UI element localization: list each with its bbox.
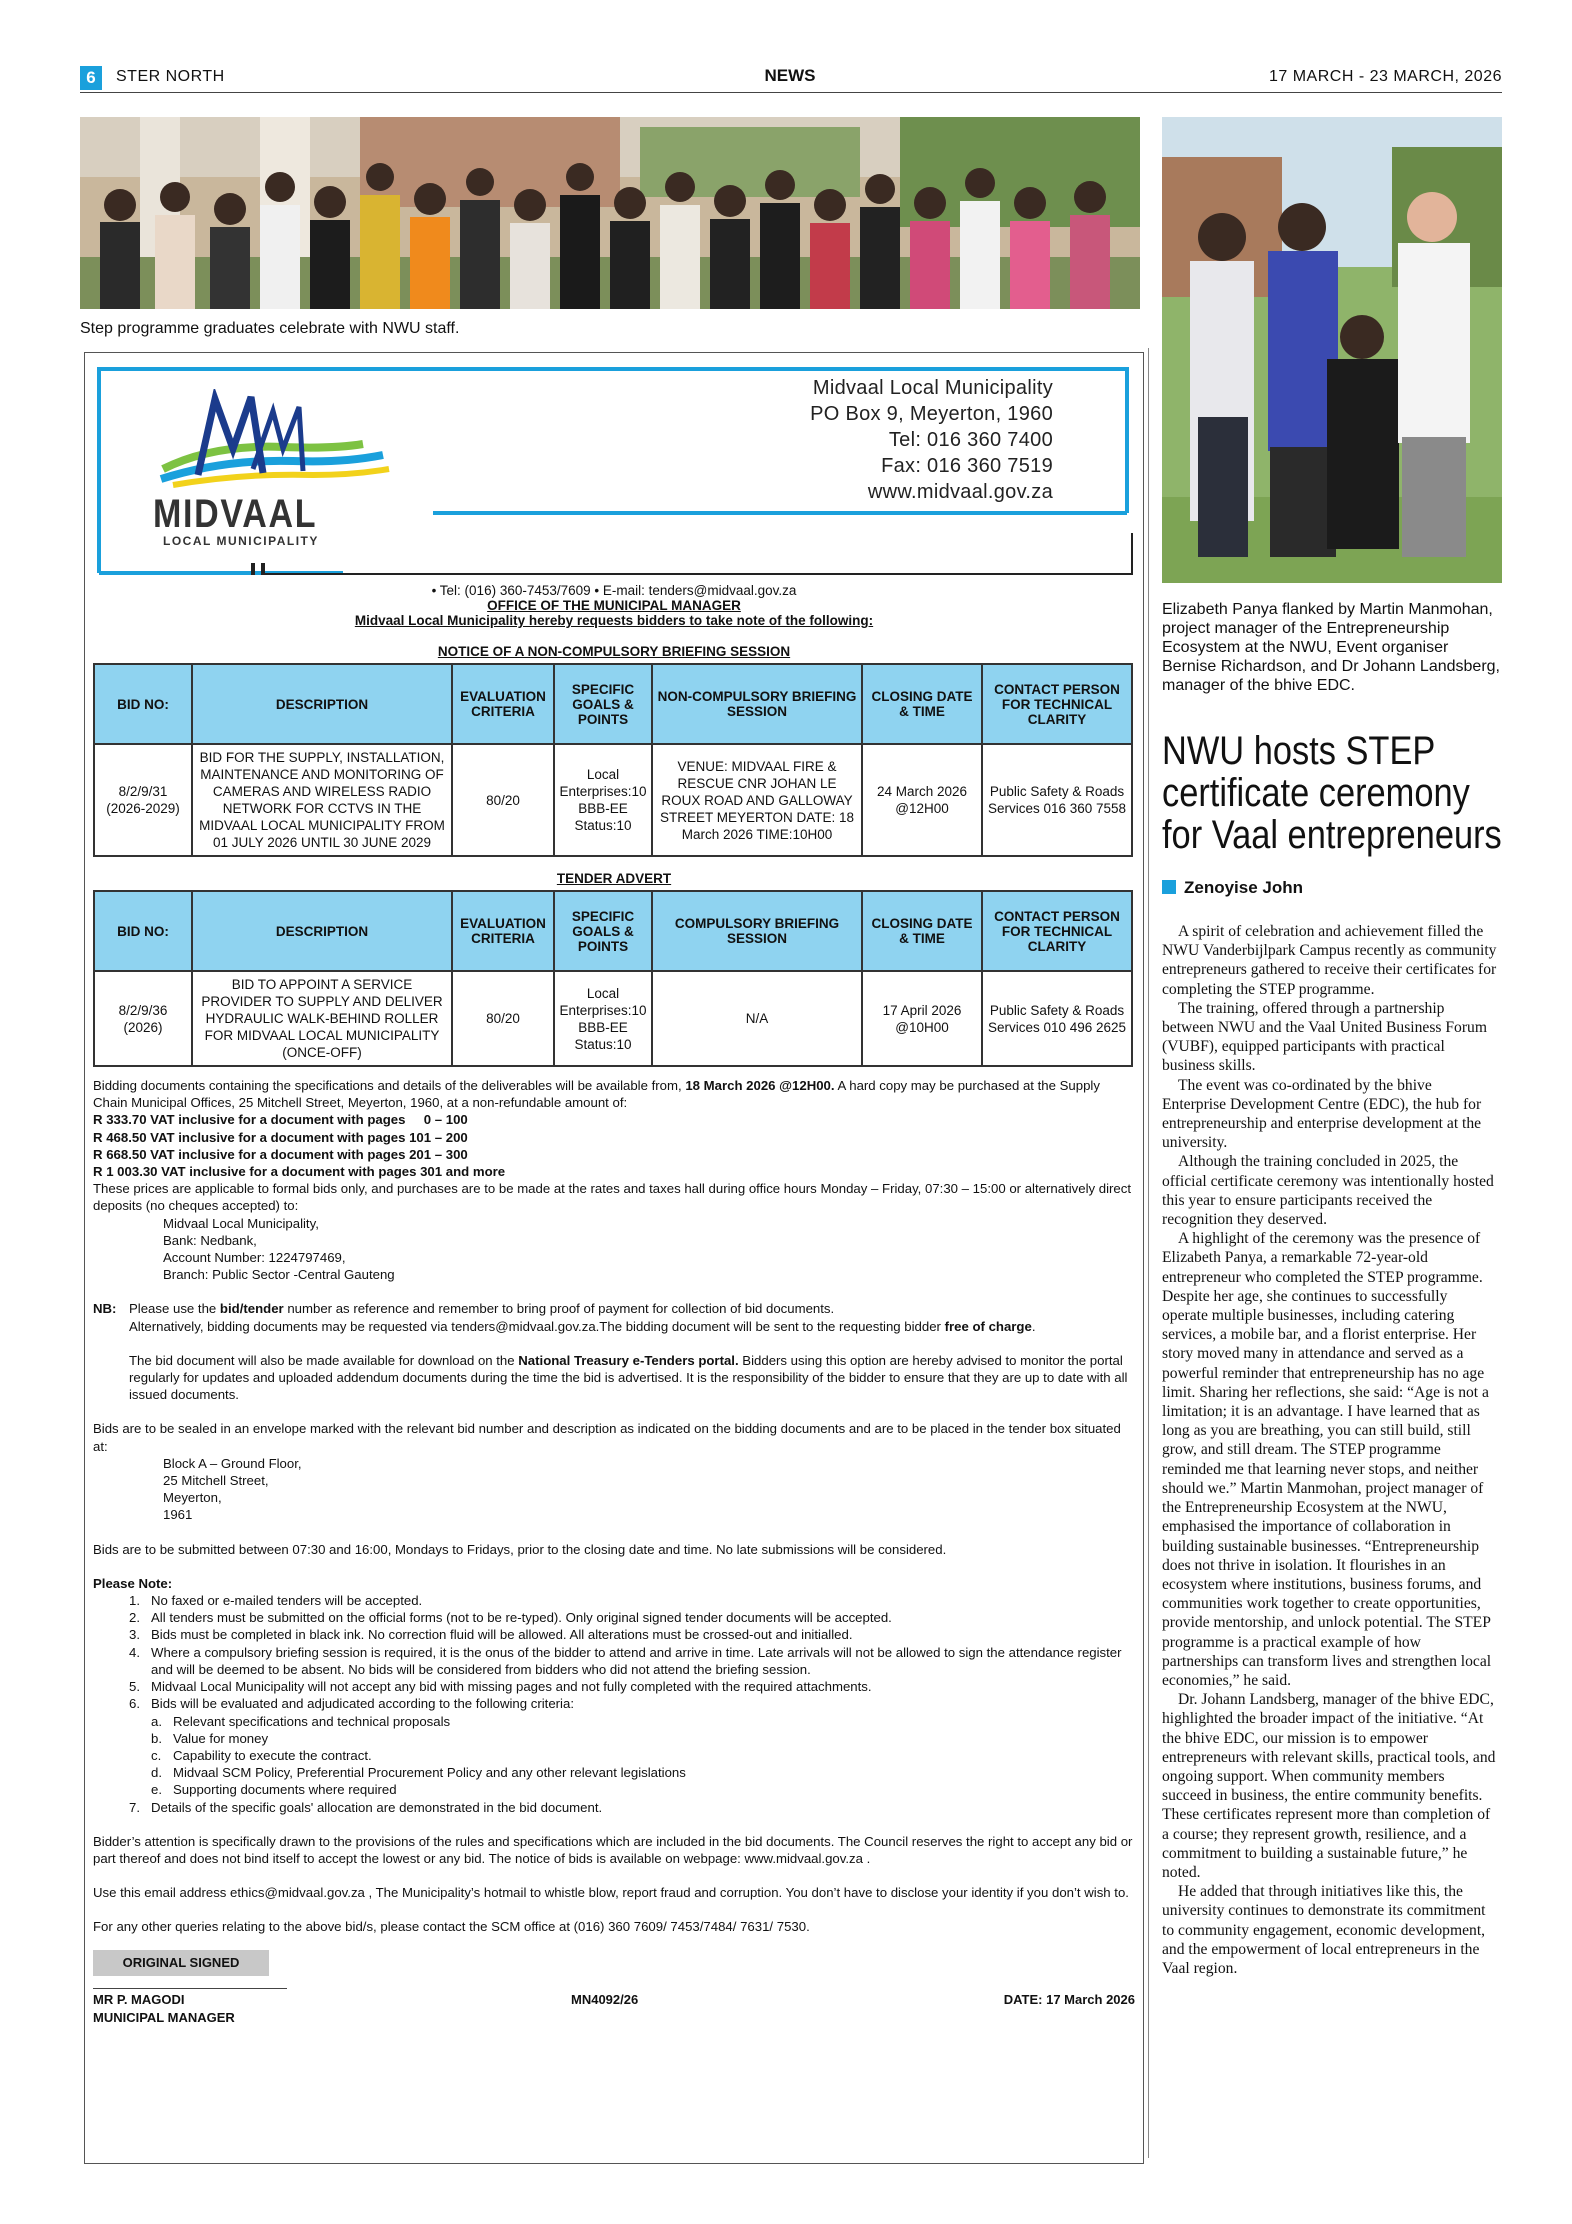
- table-cell: BID FOR THE SUPPLY, INSTALLATION, MAINTENANCE AND MONITORING OF CAMERAS AND WIRELESS RADIO NETWORK FOR CCTVS IN THE MIDVAAL LOCAL MUNICIPALITY FROM 01 JULY 2026 UNTIL 30 JUNE 2029: [192, 744, 452, 856]
- request-line: Midvaal Local Municipality hereby requests bidders to take note of the following:: [354, 613, 874, 628]
- nb-line: [129, 1300, 1135, 1317]
- table-header: CONTACT PERSON FOR TECHNICAL CLARITY: [982, 664, 1132, 744]
- list-item: [129, 1678, 1135, 1695]
- list-text: All tenders must be submitted on the official forms (not to be re-typed). Only original signed tender documents will be accepted.: [151, 1610, 892, 1626]
- nb-text: number as reference and remember to bring proof of payment for collection of bid documents.: [287, 1301, 835, 1317]
- table-cell: 8/2/9/36 (2026): [94, 971, 192, 1066]
- municipality-fax: Fax: 016 360 7519: [881, 455, 1053, 477]
- sealed-instructions: Bids are to be sealed in an envelope marked with the relevant bid number and description as indicated on the bidding documents and are to be placed in the tender box situated at:: [93, 1421, 1121, 1454]
- list-text: Supporting documents where required: [173, 1782, 397, 1798]
- municipality-po-box: PO Box 9, Meyerton, 1960: [810, 403, 1053, 425]
- midvaal-logo-mark: [153, 389, 393, 489]
- table-header: SPECIFIC GOALS & POINTS: [554, 664, 652, 744]
- signatory-title: MUNICIPAL MANAGER: [93, 2009, 235, 2025]
- list-number: 7.: [129, 1799, 140, 1815]
- documents-intro: [93, 1077, 1135, 1111]
- documents-available-date: 18 March 2026 @12H00.: [685, 1078, 835, 1093]
- article-paragraph: Dr. Johann Landsberg, manager of the bhive EDC, highlighted the broader impact of the initiative. “At the bhive EDC, our mission is to empower entrepreneurs with relevant skills, practical tools, and ongoing support. When community members succeed in business, the entire community benefits. These certificates represent more than completion of a course; they represent growth, resilience, and a commitment to building a sustainable future,” he noted.: [1162, 1691, 1496, 1881]
- table-cell: Local Enterprises:10 BBB-EE Status:10: [554, 744, 652, 856]
- nb-bold: free of charge: [944, 1318, 1032, 1334]
- table-row: [94, 744, 1132, 856]
- list-item: [151, 1730, 1135, 1747]
- queries-note: For any other queries relating to the above bid/s, please contact the SCM office at (016) 360 7609/ 7453/7484/ 7631/ 7530.: [93, 1919, 810, 1935]
- signature-rule: [93, 1988, 287, 1989]
- list-text: Midvaal SCM Policy, Preferential Procurement Policy and any other relevant legislations: [173, 1765, 686, 1781]
- section-title: NEWS: [764, 66, 816, 85]
- address-line: 1961: [163, 1507, 193, 1523]
- article-paragraph: Although the training concluded in 2025, the official certificate ceremony was intentionally hosted this year to ensure participants received the recognition they deserved.: [1162, 1153, 1494, 1229]
- list-text: Midvaal Local Municipality will not accept any bid with missing pages and not fully completed with the required attachments.: [151, 1679, 872, 1695]
- municipality-name: Midvaal Local Municipality: [812, 377, 1053, 399]
- logo-subtitle: LOCAL MUNICIPALITY: [163, 534, 319, 548]
- signature-date: DATE: 17 March 2026: [1003, 1991, 1135, 2007]
- list-item: [129, 1799, 1135, 1816]
- table-header: DESCRIPTION: [192, 664, 452, 744]
- signatory-name: MR P. MAGODI: [93, 1991, 185, 2007]
- list-text: Where a compulsory briefing session is required, it is the onus of the bidder to attend and arrive in time. Late arrivals will not be allowed to sign the attendance register and will be deemed to be absent. No bids will be considered from bidders who did not attend the briefing session.: [151, 1644, 1122, 1677]
- table-header: EVALUATION CRITERIA: [452, 891, 554, 971]
- ethics-note: Use this email address ethics@midvaal.gov.za , The Municipality’s hotmail to whistle blow, report fraud and corruption. You don’t have to disclose your identity if you don’t wish to.: [93, 1885, 1129, 1901]
- article-headline: NWU hosts STEP certificate ceremony for Vaal entrepreneurs: [1162, 729, 1502, 857]
- nb-line: [129, 1318, 1135, 1335]
- article-paragraph: A spirit of celebration and achievement filled the NWU Vanderbijlpark Campus recently as community entrepreneurs gathered to receive their certificates for completing the STEP programme.: [1162, 923, 1497, 998]
- list-letter: b.: [151, 1730, 162, 1746]
- side-photo: [1162, 117, 1502, 583]
- briefing-table: [93, 663, 1133, 857]
- documents-intro-text: Bidding documents containing the specifications and details of the deliverables will be available from,: [93, 1078, 682, 1093]
- nb-text: .: [1031, 1318, 1036, 1334]
- list-text: Capability to execute the contract.: [173, 1747, 372, 1763]
- list-letter: e.: [151, 1782, 162, 1798]
- article-paragraph: The event was co-ordinated by the bhive Enterprise Development Centre (EDC), the hub for entrepreneurship and enterprise development at the university.: [1162, 1076, 1482, 1152]
- advert-letterhead: [93, 363, 1133, 575]
- list-item: [151, 1781, 1135, 1798]
- address-line: Meyerton,: [163, 1490, 222, 1506]
- table-cell: BID TO APPOINT A SERVICE PROVIDER TO SUPPLY AND DELIVER HYDRAULIC WALK-BEHIND ROLLER FOR MIDVAAL LOCAL MUNICIPALITY (ONCE-OFF): [192, 971, 452, 1066]
- price-line: R 333.70 VAT inclusive for a document with pages 0 – 100: [93, 1112, 468, 1128]
- table-cell: 80/20: [452, 971, 554, 1066]
- bank-line: Midvaal Local Municipality,: [163, 1215, 319, 1231]
- list-item: [129, 1695, 1135, 1712]
- article-paragraph: The training, offered through a partnership between NWU and the Vaal United Business Forum (VUBF), equipped participants with practical business skills.: [1162, 999, 1487, 1075]
- municipality-web: www.midvaal.gov.za: [867, 481, 1053, 503]
- table-header: CLOSING DATE & TIME: [862, 664, 982, 744]
- list-item: [151, 1747, 1135, 1764]
- column-rule: [1148, 348, 1149, 2158]
- municipality-contact-block: [810, 375, 1053, 505]
- nb-text: Bidders using this option are hereby advised to monitor the portal regularly for updates and uploaded addendum documents during the time the bid is advertised. It is the responsibility of the bidder to ensure that they are up to date with all issued documents.: [129, 1352, 1128, 1403]
- table-header: SPECIFIC GOALS & POINTS: [554, 891, 652, 971]
- table-header: BID NO:: [94, 664, 192, 744]
- price-line: R 668.50 VAT inclusive for a document with pages 201 – 300: [93, 1146, 468, 1162]
- table-cell: VENUE: MIDVAAL FIRE & RESCUE CNR JOHAN LE ROUX ROAD AND GALLOWAY STREET MEYERTON DATE: 18 March 2026 TIME:10H00: [652, 744, 862, 856]
- office-title: OFFICE OF THE MUNICIPAL MANAGER: [487, 598, 741, 613]
- article-paragraph: He added that through initiatives like this, the university continues to demonstrate its commitment to community engagement, economic development, and the empowerment of local entrepreneurs in the Vaal region.: [1162, 1883, 1486, 1977]
- list-number: 4.: [129, 1644, 140, 1660]
- table-cell: 8/2/9/31 (2026-2029): [94, 744, 192, 856]
- list-item: [129, 1609, 1135, 1626]
- table-cell: Local Enterprises:10 BBB-EE Status:10: [554, 971, 652, 1066]
- table-cell: 80/20: [452, 744, 554, 856]
- list-item: [151, 1764, 1135, 1781]
- nb-label: NB:: [93, 1301, 117, 1317]
- nb-content: [129, 1300, 1135, 1403]
- advert-reference: MN4092/26: [571, 1991, 639, 2007]
- table-row: [94, 971, 1132, 1066]
- address-line: Block A – Ground Floor,: [163, 1455, 302, 1471]
- list-text: Bids will be evaluated and adjudicated according to the following criteria:: [151, 1696, 574, 1712]
- list-text: Value for money: [173, 1730, 269, 1746]
- table-cell: 24 March 2026 @12H00: [862, 744, 982, 856]
- original-signed-box: ORIGINAL SIGNED: [93, 1950, 269, 1976]
- bid-documents-info: [93, 1077, 1135, 1936]
- table-header: CONTACT PERSON FOR TECHNICAL CLARITY: [982, 891, 1132, 971]
- list-item: [129, 1644, 1135, 1678]
- table-header-row: [94, 664, 1132, 744]
- list-text: Details of the specific goals' allocation are demonstrated in the bid document.: [151, 1799, 603, 1815]
- price-line: R 468.50 VAT inclusive for a document with pages 101 – 200: [93, 1129, 468, 1145]
- nb-bold: National Treasury e-Tenders portal.: [518, 1352, 739, 1368]
- prices-note: These prices are applicable to formal bids only, and purchases are to be made at the rates and taxes hall during office hours Monday – Friday, 07:30 – 15:00 or alternatively direct deposits (no cheques accepted) to:: [93, 1181, 1132, 1214]
- nb-text: Alternatively, bidding documents may be requested via tenders@midvaal.gov.za.The bidding document will be sent to the requesting bidder: [129, 1318, 941, 1334]
- price-line: R 1 003.30 VAT inclusive for a document with pages 301 and more: [93, 1164, 506, 1180]
- please-note-title: Please Note:: [93, 1575, 173, 1591]
- advert-content: [93, 583, 1135, 2031]
- list-item: [151, 1713, 1135, 1730]
- article-paragraph: A highlight of the ceremony was the presence of Elizabeth Panya, a remarkable 72-year-old entrepreneur who completed the STEP programme. Despite her age, she continues to successfully operate multiple businesses, including catering services, a mobile bar, and a florist enterprise. Her story moved many in attendance and served as a powerful reminder that entrepreneurship has no age limit. Sharing her reflections, she said: “Age is not a limitation; it is an advantage. I have learned that as long as you are breathing, you can still build, still grow, and still dream. The STEP programme reminded me that learning never stops, and neither should we.” Martin Manmohan, project manager of the Entrepreneurship Ecosystem at the NWU, emphasised the importance of collaboration in building sustainable businesses. “Entrepreneurship does not thrive in isolation. It flourishes in an ecosystem where institutions, business forums, and communities work together to create opportunities, provide mentorship, and unlock potential. The STEP programme is a practical example of how partnerships can transform lives and strengthen local economies,” he said.: [1162, 1230, 1492, 1689]
- author-name: Zenoyise John: [1184, 878, 1304, 897]
- table-cell: 17 April 2026 @10H00: [862, 971, 982, 1066]
- list-letter: a.: [151, 1713, 162, 1729]
- contact-line: • Tel: (016) 360-7453/7609 • E-mail: tenders@midvaal.gov.za: [431, 583, 797, 598]
- list-number: 3.: [129, 1627, 140, 1643]
- list-text: Relevant specifications and technical proposals: [173, 1713, 451, 1729]
- list-letter: d.: [151, 1765, 162, 1781]
- list-number: 2.: [129, 1610, 140, 1626]
- list-letter: c.: [151, 1747, 162, 1763]
- logo-wordmark: MIDVAAL: [153, 492, 318, 536]
- municipality-tel: Tel: 016 360 7400: [888, 429, 1053, 451]
- table-header: EVALUATION CRITERIA: [452, 664, 554, 744]
- list-number: 1.: [129, 1593, 140, 1609]
- side-photo-caption: Elizabeth Panya flanked by Martin Manmohan, project manager of the Entrepreneurship Ecosystem at the NWU, Event organiser Bernise Richardson, and Dr Johann Landsberg, manager of the bhive EDC.: [1162, 601, 1500, 694]
- table-cell: Public Safety & Roads Services 016 360 7558: [982, 744, 1132, 856]
- issue-date: 17 MARCH - 23 MARCH, 2026: [1268, 68, 1502, 85]
- table-header-row: [94, 891, 1132, 971]
- nb-bold: bid/tender: [219, 1301, 284, 1317]
- tender-advert-title: TENDER ADVERT: [556, 871, 672, 886]
- table-header: NON-COMPULSORY BRIEFING SESSION: [652, 664, 862, 744]
- submission-hours: Bids are to be submitted between 07:30 and 16:00, Mondays to Fridays, prior to the closing date and time. No late submissions will be considered.: [93, 1541, 947, 1557]
- documents-intro-text-cont: A hard copy may be purchased at the Supply Chain Municipal Offices, 25 Mitchell Street, Meyerton, 1960, at a non-refundable amount of:: [93, 1078, 1100, 1111]
- midvaal-logo: [153, 389, 393, 548]
- nb-line: [129, 1352, 1135, 1404]
- publication-name: STER NORTH: [116, 68, 225, 85]
- nb-text: The bid document will also be made available for download on the: [129, 1352, 515, 1368]
- notice-title: NOTICE OF A NON-COMPULSORY BRIEFING SESSION: [437, 644, 791, 659]
- header-rule: [80, 92, 1502, 93]
- bank-line: Branch: Public Sector -Central Gauteng: [163, 1267, 395, 1283]
- list-item: [129, 1592, 1135, 1609]
- bank-line: Bank: Nedbank,: [163, 1232, 257, 1248]
- group-photo: [80, 117, 1140, 309]
- criteria-list: [129, 1713, 1135, 1799]
- byline-marker: [1162, 880, 1176, 894]
- list-item: [129, 1626, 1135, 1643]
- bank-line: Account Number: 1224797469,: [163, 1250, 346, 1266]
- byline: [1162, 878, 1303, 898]
- list-number: 6.: [129, 1696, 140, 1712]
- table-header: DESCRIPTION: [192, 891, 452, 971]
- list-text: No faxed or e-mailed tenders will be accepted.: [151, 1593, 423, 1609]
- list-text: Bids must be completed in black ink. No correction fluid will be allowed. All alterations must be crossed-out and initialled.: [151, 1627, 853, 1643]
- notes-list: [93, 1592, 1135, 1816]
- table-header: BID NO:: [94, 891, 192, 971]
- signature-block: [93, 1991, 1135, 2031]
- top-photo-caption: Step programme graduates celebrate with NWU staff.: [80, 320, 460, 337]
- tender-table: [93, 890, 1133, 1067]
- page-number: 6: [80, 66, 102, 90]
- table-cell: N/A: [652, 971, 862, 1066]
- table-header: CLOSING DATE & TIME: [862, 891, 982, 971]
- table-cell: Public Safety & Roads Services 010 496 2625: [982, 971, 1132, 1066]
- nb-text: Please use the: [129, 1301, 217, 1317]
- attention-note: Bidder’s attention is specifically drawn to the provisions of the rules and specifications which are included in the bid documents. The Council reserves the right to accept any bid or part thereof and does not bind itself to accept the lowest or any bid. The notice of bids is available on webpage: www.midvaal.gov.za .: [93, 1833, 1133, 1866]
- address-line: 25 Mitchell Street,: [163, 1473, 269, 1489]
- article-body: [1162, 922, 1497, 1978]
- table-header: COMPULSORY BRIEFING SESSION: [652, 891, 862, 971]
- tender-advert: [84, 352, 1144, 2164]
- list-number: 5.: [129, 1679, 140, 1695]
- nb-block: [93, 1300, 1135, 1403]
